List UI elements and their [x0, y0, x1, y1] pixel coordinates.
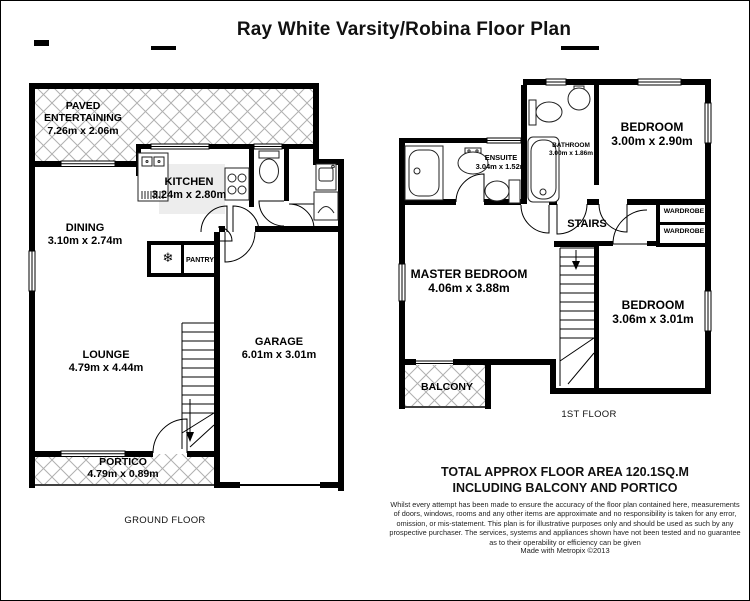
ground-floor-label: GROUND FLOOR: [124, 515, 206, 526]
room-name: PANTRY: [186, 257, 214, 264]
room-dims: 7.26m x 2.06m: [47, 124, 119, 137]
credit-text: Made with Metropix ©2013: [520, 546, 610, 555]
window: [638, 79, 681, 85]
toilet-icon: [529, 100, 562, 125]
page-title: Ray White Varsity/Robina Floor Plan: [236, 19, 572, 40]
room-name: STAIRS: [567, 218, 607, 230]
room-name: WARDROBE: [663, 228, 705, 235]
door-arc: [456, 174, 484, 202]
window: [705, 103, 711, 143]
window: [61, 161, 115, 167]
room-label-wardrobe-top: [658, 208, 710, 216]
room-name: BALCONY: [421, 381, 473, 393]
room-dims: 4.06m x 3.88m: [428, 281, 510, 296]
room-name: DINING: [65, 222, 105, 234]
room-label-dining: [43, 222, 127, 248]
window: [705, 291, 711, 331]
room-dims: 3.10m x 2.74m: [47, 234, 123, 247]
room-label-master-bedroom: [407, 267, 531, 295]
room-name: MASTER BEDROOM: [410, 267, 528, 281]
room-dims: 3.04m x 1.52m: [475, 162, 527, 172]
total-area-summary: [381, 465, 749, 496]
room-label-paved-entertaining: [33, 100, 133, 137]
room-dims: 3.00m x 1.86m: [548, 150, 594, 158]
ground-floor-doors: [153, 201, 314, 453]
door-arc: [225, 232, 255, 262]
total-area-line: TOTAL APPROX FLOOR AREA 120.1SQ.M: [441, 465, 689, 479]
room-name: ENSUITE: [484, 153, 518, 162]
window: [29, 251, 35, 291]
basin-icon: [568, 86, 590, 110]
staircase-first: [560, 248, 594, 386]
room-name: BEDROOM: [620, 120, 684, 134]
room-label-garage: [237, 336, 321, 362]
ground-floor-plan: [29, 83, 344, 491]
room-label-portico: [81, 456, 165, 481]
room-name: PAVED ENTERTAINING: [44, 100, 122, 125]
including-line: INCLUDING BALCONY AND PORTICO: [452, 480, 678, 495]
artifact-marks: [34, 40, 599, 50]
window: [399, 264, 405, 301]
room-dims: 3.24m x 2.80m: [151, 188, 227, 201]
room-name: WARDROBE: [663, 208, 705, 215]
door-arc: [521, 205, 549, 233]
room-dims: 6.01m x 3.01m: [241, 348, 317, 361]
sliding-door: [416, 361, 453, 364]
toilet-icon: [485, 180, 520, 203]
room-name: KITCHEN: [164, 176, 214, 188]
laundry-tub-icon: [314, 192, 338, 220]
room-label-bathroom: [539, 142, 603, 159]
room-label-lounge: [64, 349, 148, 375]
first-floor-label: 1ST FLOOR: [561, 409, 617, 420]
window: [151, 144, 209, 149]
room-name: BEDROOM: [621, 298, 685, 312]
room-label-bedroom-bottom: [609, 298, 697, 326]
laundry-sink-icon: [316, 164, 336, 190]
room-label-kitchen: [147, 176, 231, 202]
room-name: BATHROOM: [552, 142, 590, 149]
freezer-icon: ❄: [162, 251, 174, 266]
room-label-stairs: [557, 218, 617, 231]
room-label-pantry: [183, 257, 217, 265]
disclaimer-text: Whilst every attempt has been made to ensure the accuracy of the floor plan contained here, measurements of doors, windows, rooms and any other items are approximate and no responsibility is taken for any error, omission, or mis-statement. This plan is for illustrative purposes only and should be used as such by any prospective purchaser. The services, systems and appliances shown have not been tested and no guarantee as to their operability or efficiency can be given: [389, 500, 741, 547]
room-name: PORTICO: [99, 456, 147, 468]
room-dims: 4.79m x 0.89m: [87, 468, 159, 481]
room-dims: 4.79m x 4.44m: [68, 361, 144, 374]
window: [546, 79, 566, 85]
window: [254, 144, 282, 149]
shower-icon: [405, 146, 443, 200]
room-label-ensuite: [463, 153, 539, 172]
door-arc: [613, 210, 647, 244]
room-dims: 3.00m x 2.90m: [611, 134, 693, 149]
toilet-icon: [259, 151, 279, 183]
room-name: LOUNGE: [82, 349, 130, 361]
room-label-wardrobe-bottom: [658, 228, 710, 236]
room-dims: 3.06m x 3.01m: [612, 312, 694, 327]
room-name: GARAGE: [254, 336, 304, 348]
room-label-bedroom-top: [608, 120, 696, 148]
room-label-balcony: [411, 381, 483, 393]
window: [487, 138, 521, 143]
